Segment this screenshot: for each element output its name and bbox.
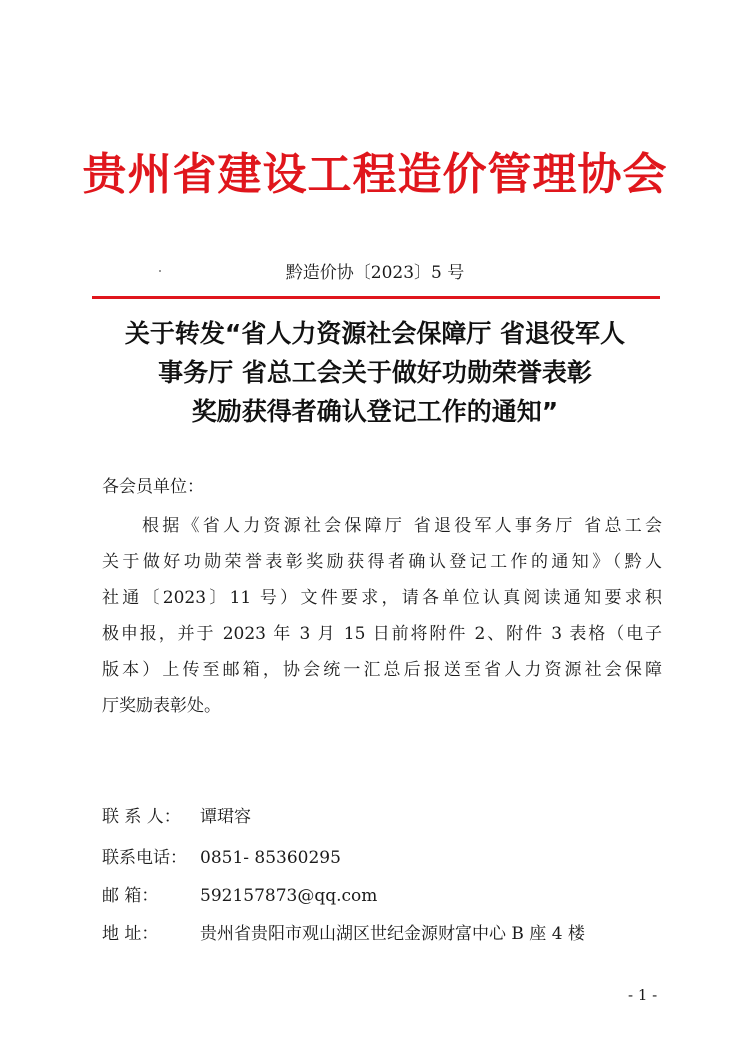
contact-email-value: 592157873@qq.com — [200, 886, 378, 906]
document-number: 黔造价协〔2023〕5 号 — [285, 263, 465, 283]
document-title — [80, 314, 670, 431]
contact-address-value: 贵州省贵阳市观山湖区世纪金源财富中心 B 座 4 楼 — [200, 924, 585, 944]
organization-name-header: 贵州省建设工程造价管理协会 — [82, 149, 668, 200]
body-line: 厅奖励表彰处。 — [102, 696, 221, 716]
contact-person-row — [102, 802, 251, 827]
body-line: 社通〔2023〕11 号）文件要求，请各单位认真阅读通知要求积 — [102, 588, 662, 608]
title-line-3: 奖励获得者确认登记工作的通知” — [191, 397, 559, 426]
contact-person-value: 谭珺容 — [200, 807, 251, 827]
contact-phone-value: 0851- 85360295 — [200, 848, 341, 868]
body-line: 关于做好功勋荣誉表彰奖励获得者确认登记工作的通知》（黔人 — [102, 552, 662, 572]
contact-address-row — [102, 919, 585, 944]
contact-address-label: 地 址： — [102, 924, 159, 944]
contact-phone-label: 联系电话： — [102, 848, 187, 868]
body-line: 极申报，并于 2023 年 3 月 15 日前将附件 2、附件 3 表格（电子 — [102, 624, 662, 644]
body-line: 版本）上传至邮箱，协会统一汇总后报送至省人力资源社会保障 — [102, 660, 662, 680]
page-number: - 1 - — [628, 986, 658, 1004]
contact-email-label: 邮 箱： — [102, 886, 159, 906]
contact-person-label: 联 系 人： — [102, 807, 181, 827]
salutation: 各会员单位： — [102, 477, 204, 497]
title-line-1: 关于转发“省人力资源社会保障厅 省退役军人 — [124, 319, 626, 348]
body-line: 根据《省人力资源社会保障厅 省退役军人事务厅 省总工会 — [142, 516, 662, 536]
contact-phone-row — [102, 843, 341, 868]
red-separator-line — [92, 296, 660, 299]
title-line-2: 事务厅 省总工会关于做好功勋荣誉表彰 — [158, 358, 592, 387]
contact-email-row — [102, 881, 377, 906]
body-paragraph — [102, 508, 662, 724]
